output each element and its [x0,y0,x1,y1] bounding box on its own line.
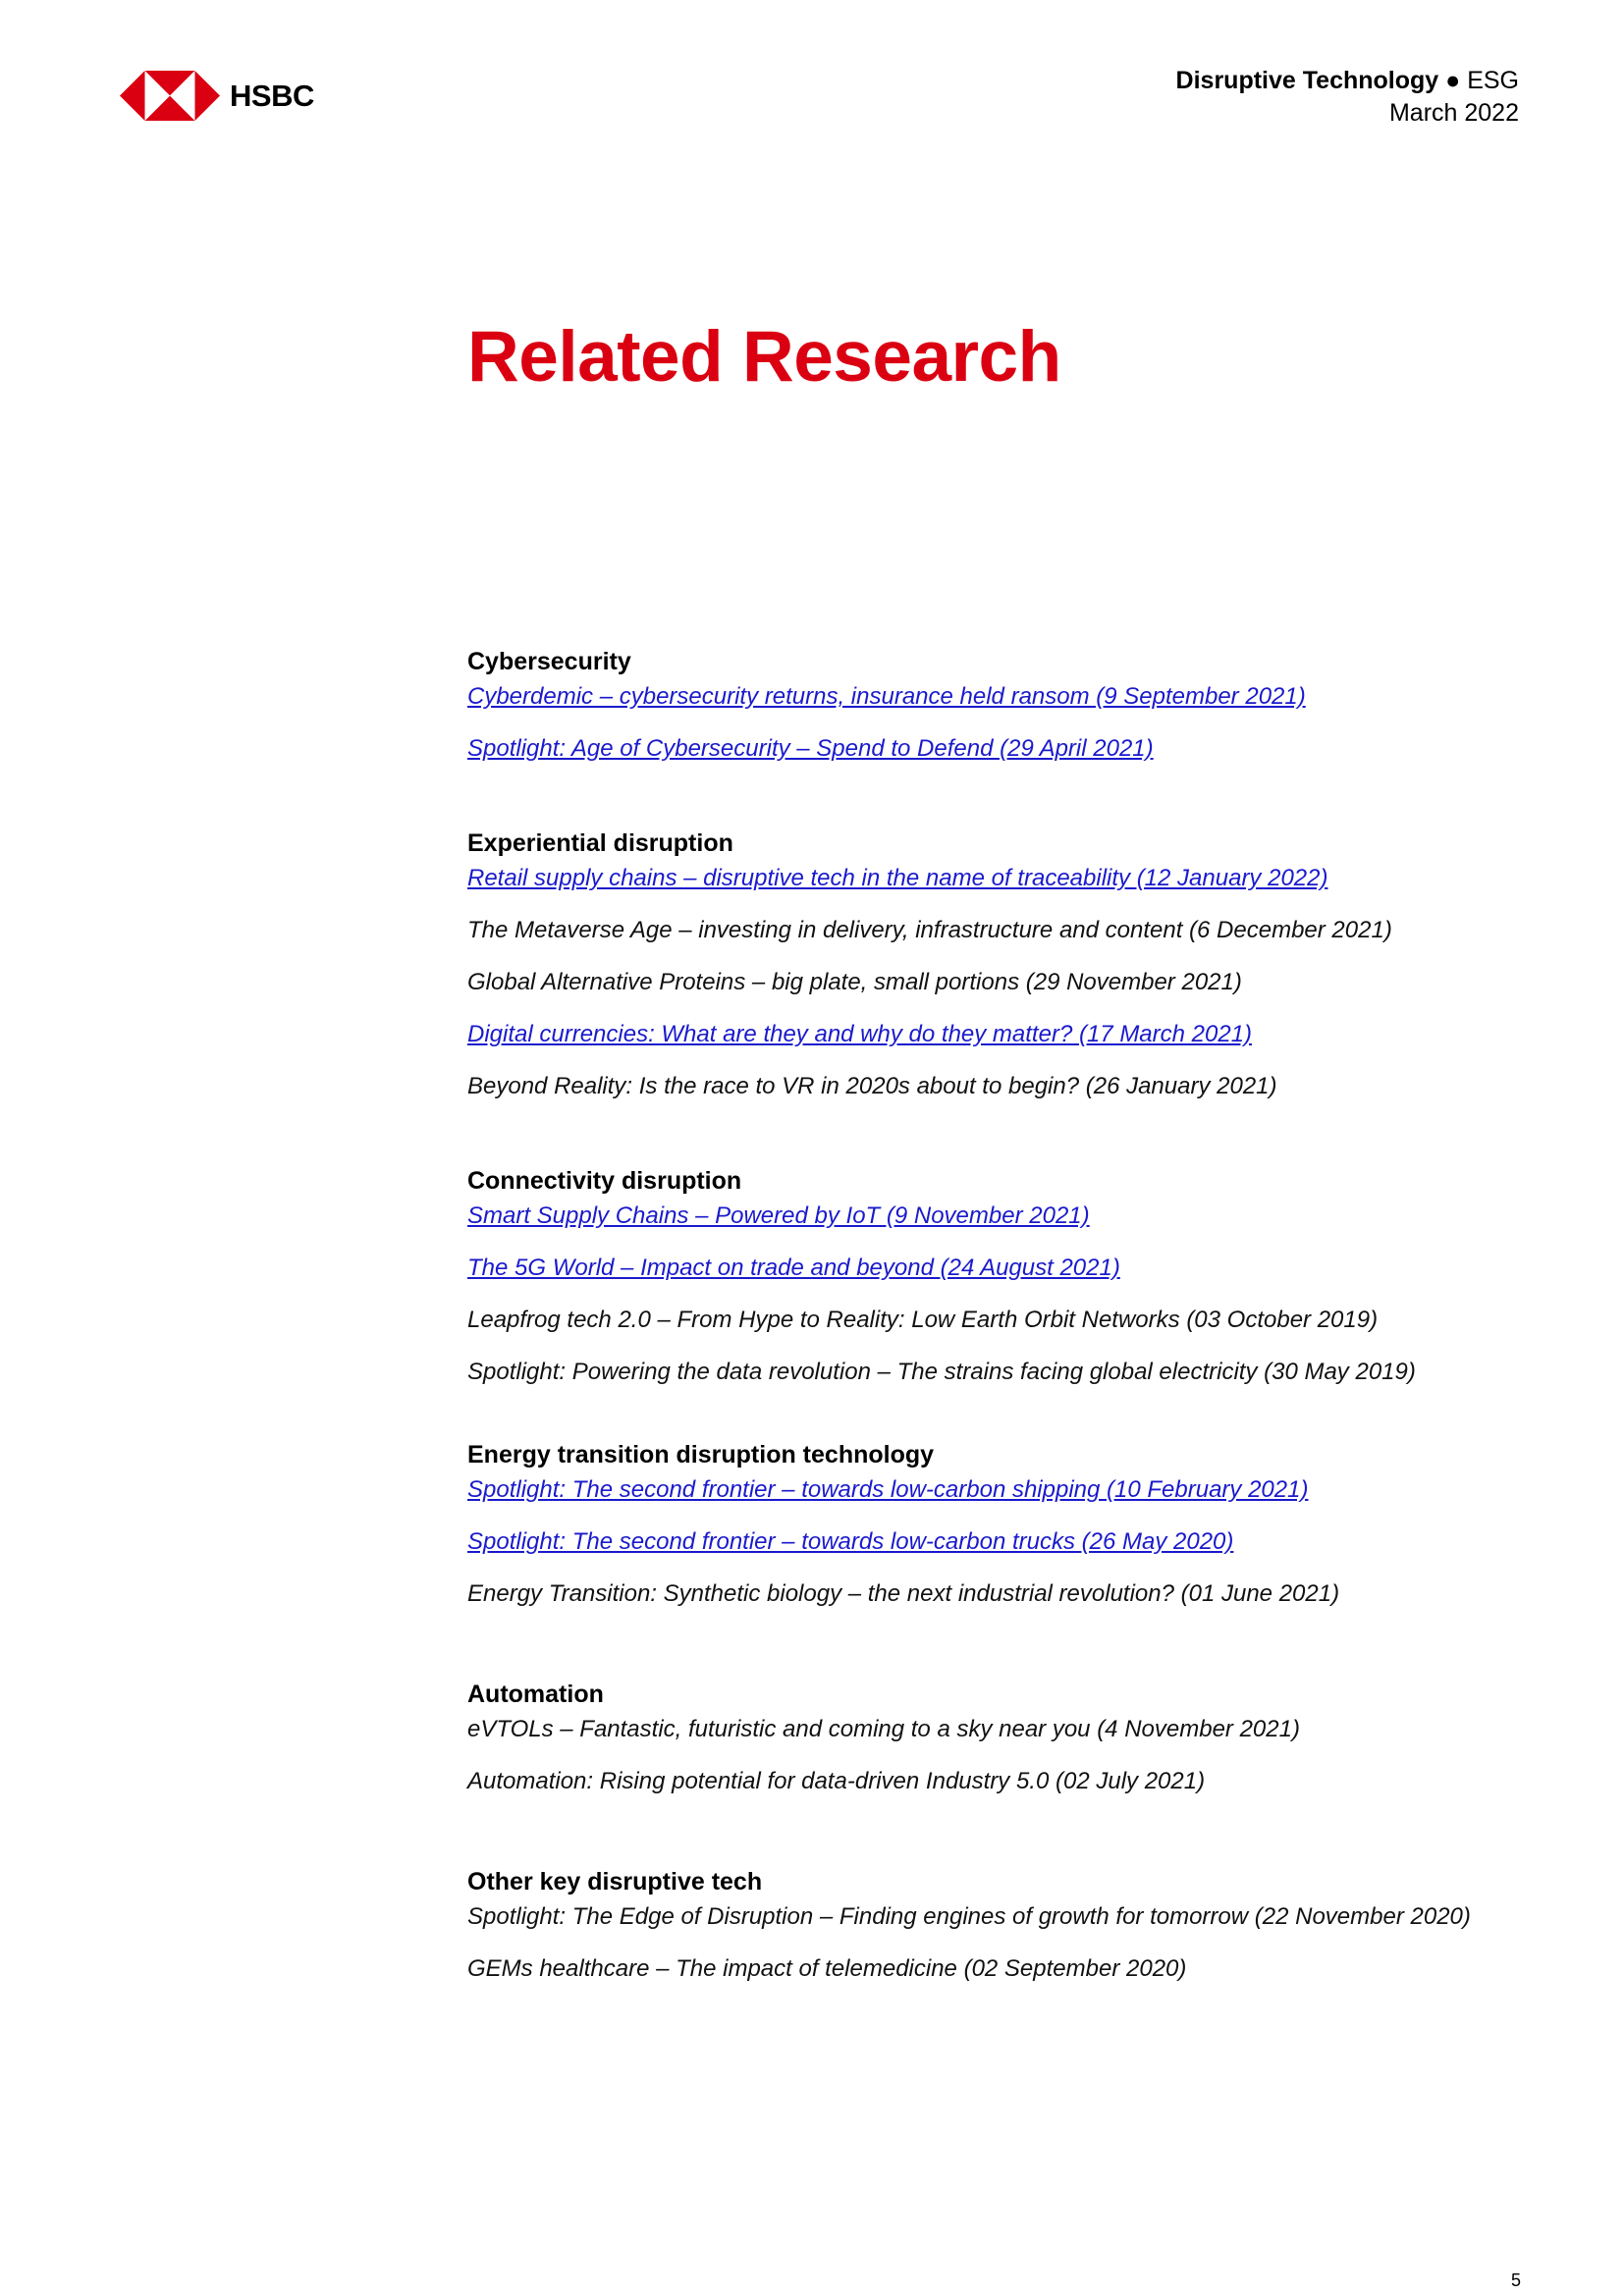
research-section [467,644,1528,767]
research-link[interactable]: Retail supply chains – disruptive tech in the name of traceability (12 January 2022) [467,865,1328,891]
research-link[interactable]: Digital currencies: What are they and why do they matter? (17 March 2021) [467,1021,1253,1047]
research-item: The Metaverse Age – investing in delivery, infrastructure and content (6 December 2021) [467,917,1392,943]
hsbc-hexagon-logo-icon [120,71,220,121]
research-section [467,1437,1528,1612]
research-item: Energy Transition: Synthetic biology – the next industrial revolution? (01 June 2021) [467,1580,1340,1607]
report-date: March 2022 [1388,99,1519,127]
report-separator: ● [1445,67,1461,94]
research-item: Automation: Rising potential for data-driven Industry 5.0 (02 July 2021) [467,1768,1206,1794]
research-item: Beyond Reality: Is the race to VR in 2020s about to begin? (26 January 2021) [467,1073,1277,1099]
section-heading: Other key disruptive tech [467,1868,763,1896]
section-heading: Automation [467,1681,604,1708]
research-link[interactable]: Smart Supply Chains – Powered by IoT (9 November 2021) [467,1202,1090,1229]
research-item: Leapfrog tech 2.0 – From Hype to Reality: Low Earth Orbit Networks (03 October 2019) [467,1307,1379,1333]
research-section [467,1677,1528,1799]
hsbc-logo [120,71,314,121]
research-section [467,826,1528,1104]
research-link[interactable]: Spotlight: The second frontier – towards low-carbon trucks (26 May 2020) [467,1528,1234,1555]
report-title: Disruptive Technology [1175,67,1439,94]
research-item: Spotlight: Powering the data revolution – The strains facing global electricity (30 May 2019) [467,1359,1416,1385]
report-line [1176,65,1519,97]
research-section [467,1864,1528,1987]
research-item: eVTOLs – Fantastic, futuristic and coming to a sky near you (4 November 2021) [467,1716,1300,1742]
report-header [1176,65,1519,130]
section-heading: Energy transition disruption technology [467,1441,935,1468]
page-title: Related Research [467,317,1061,397]
research-link[interactable]: Spotlight: Age of Cybersecurity – Spend to Defend (29 April 2021) [467,735,1154,762]
research-item: GEMs healthcare – The impact of telemedicine (02 September 2020) [467,1955,1187,1982]
research-link[interactable]: Cyberdemic – cybersecurity returns, insurance held ransom (9 September 2021) [467,683,1306,710]
section-heading: Connectivity disruption [467,1167,742,1195]
research-sections [467,644,1528,2003]
page-number: 5 [1510,2270,1521,2290]
research-item: Spotlight: The Edge of Disruption – Finding engines of growth for tomorrow (22 November 2020) [467,1903,1471,1930]
research-link[interactable]: Spotlight: The second frontier – towards low-carbon shipping (10 February 2021) [467,1476,1309,1503]
research-link[interactable]: The 5G World – Impact on trade and beyond (24 August 2021) [467,1255,1120,1281]
logo-text: HSBC [230,78,314,113]
research-item: Global Alternative Proteins – big plate, small portions (29 November 2021) [467,969,1242,995]
section-heading: Experiential disruption [467,829,733,857]
report-category: ESG [1467,67,1519,94]
section-heading: Cybersecurity [467,648,631,675]
research-section [467,1163,1528,1390]
